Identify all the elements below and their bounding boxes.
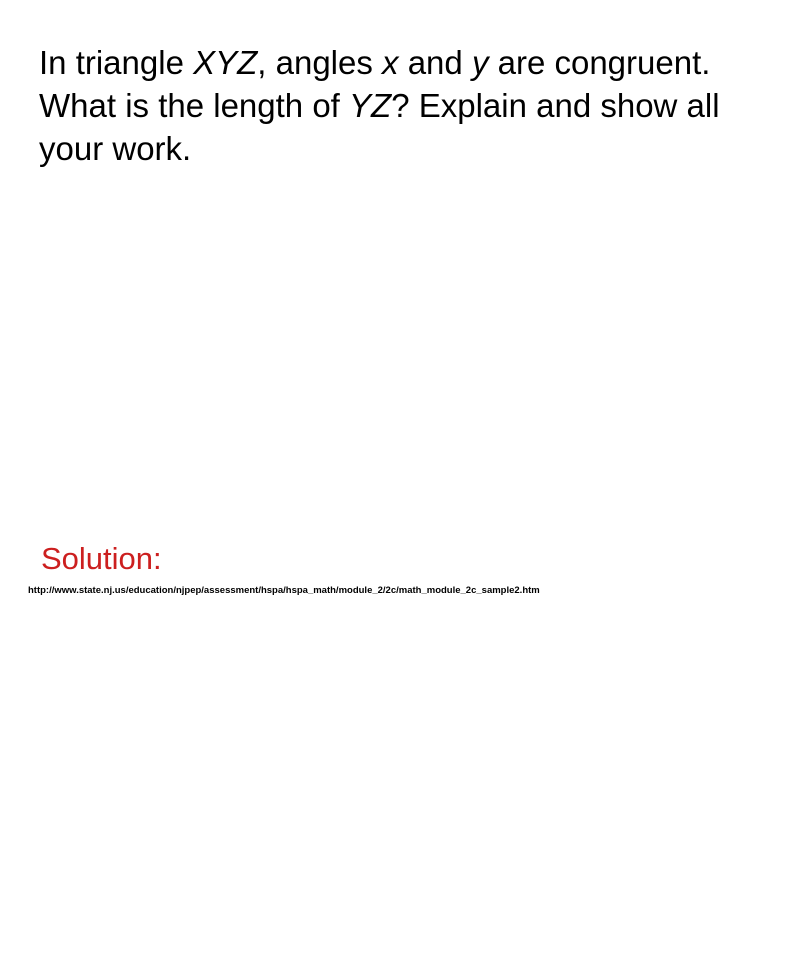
question-part: and <box>398 44 472 81</box>
source-url[interactable]: http://www.state.nj.us/education/njpep/assessment/hspa/hspa_math/module_2/2c/math_module_2c_sample2.htm <box>28 585 540 596</box>
question-part: ? Explain and show all your work. <box>39 87 720 167</box>
solution-label: Solution: <box>41 541 162 576</box>
question-part: In triangle <box>39 44 194 81</box>
angle-y: y <box>471 44 489 81</box>
triangle-name: XYZ <box>193 44 258 81</box>
question-part: are congruent. What is the length of <box>39 44 711 124</box>
question-part: , angles <box>257 44 383 81</box>
angle-x: x <box>382 44 399 81</box>
question-text <box>39 41 789 170</box>
segment-yz: YZ <box>349 87 392 124</box>
